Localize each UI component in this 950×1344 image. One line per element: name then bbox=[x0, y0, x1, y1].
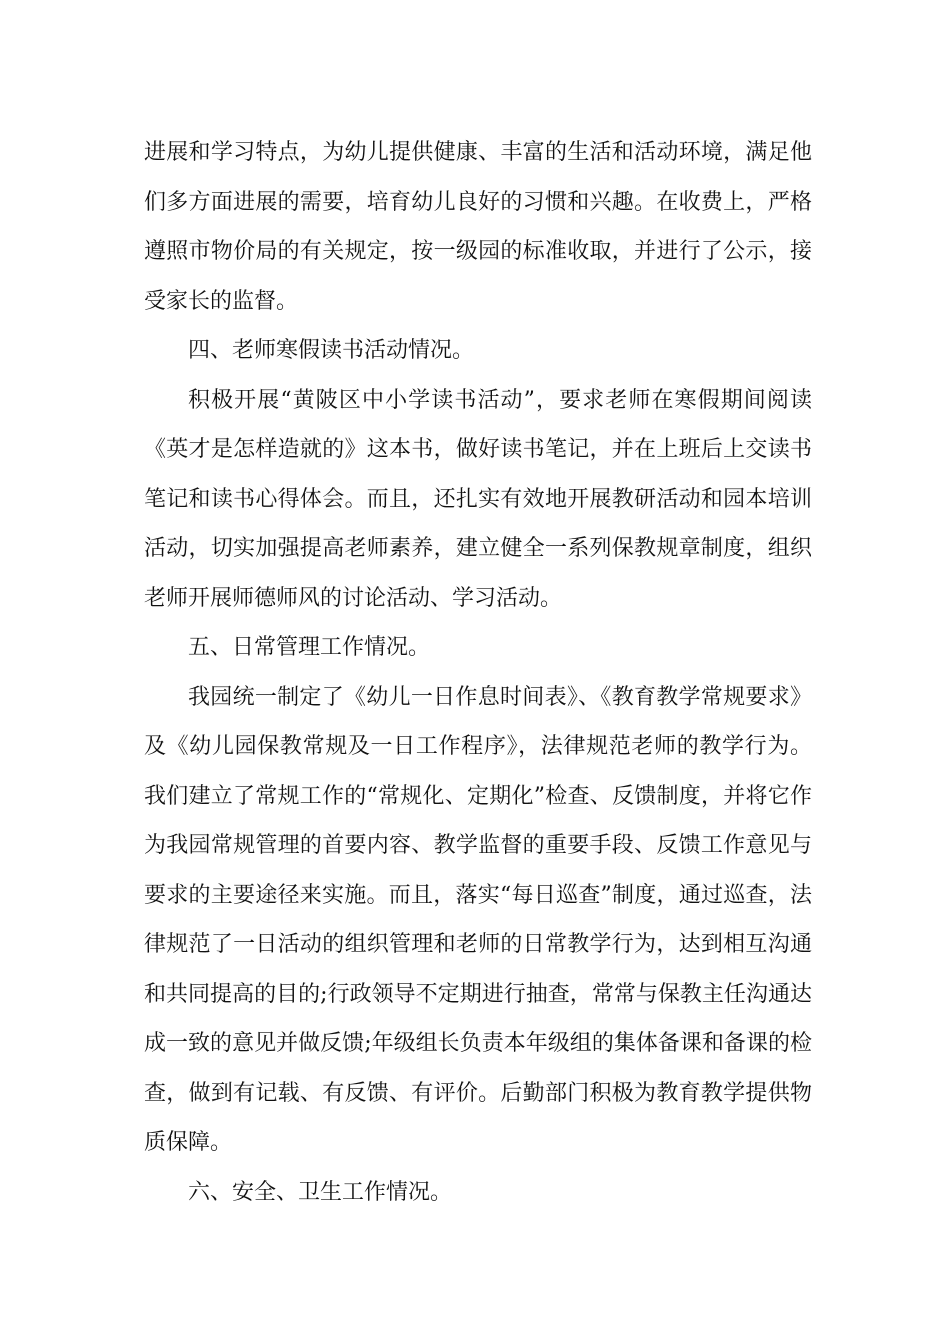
section-heading-six: 六、安全、卫生工作情况。 bbox=[188, 1179, 453, 1205]
paragraph-continuation: 进展和学习特点，为幼儿提供健康、丰富的生活和活动环境，满足他们多方面进展的需要，培育幼儿良好的习惯和兴趣。在收费上，严格遵照市物价局的有关规定，按一级园的标准收取，并进行了公示，接受家长的监督。 bbox=[144, 140, 812, 314]
section-heading-four: 四、老师寒假读书活动情况。 bbox=[188, 338, 475, 363]
section-heading-five: 五、日常管理工作情况。 bbox=[188, 635, 431, 660]
paragraph-daily-management: 我园统一制定了《幼儿一日作息时间表》、《教育教学常规要求》及《幼儿园保教常规及一日工作程序》，法律规范老师的教学行为。我们建立了常规工作的“常规化、定期化”检查、反馈制度，并将它作为我园常规管理的首要内容、教学监督的重要手段、反馈工作意见与要求的主要途径来实施。而且，落实“每日巡查”制度，通过巡查，法律规范了一日活动的组织管理和老师的日常教学行为，达到相互沟通和共同提高的目的;行政领导不定期进行抽查，常常与保教主任沟通达成一致的意见并做反馈;年级组长负责本年级组的集体备课和备课的检查，做到有记载、有反馈、有评价。后勤部门积极为教育教学提供物质保障。 bbox=[144, 684, 812, 1155]
document-body bbox=[144, 128, 812, 1217]
paragraph-reading-activity: 积极开展“黄陂区中小学读书活动”，要求老师在寒假期间阅读《英才是怎样造就的》这本书，做好读书笔记，并在上班后上交读书笔记和读书心得体会。而且，还扎实有效地开展教研活动和园本培训活动，切实加强提高老师素养，建立健全一系列保教规章制度，组织老师开展师德师风的讨论活动、学习活动。 bbox=[144, 387, 812, 611]
